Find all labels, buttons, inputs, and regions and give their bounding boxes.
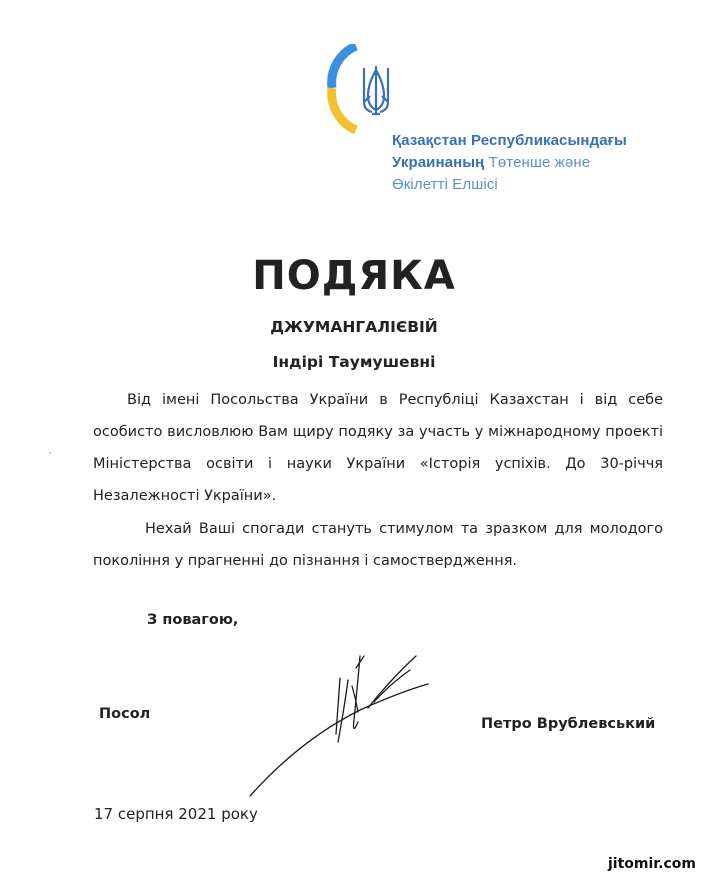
- embassy-name-line2: Украинаның Төтенше және: [392, 154, 591, 171]
- handwritten-signature: [240, 650, 430, 800]
- embassy-name-line1: Қазақстан Республикасындағы: [392, 132, 627, 149]
- recipient-surname: ДЖУМАНГАЛІЄВІЙ: [270, 318, 438, 336]
- site-watermark: jitomir.com: [607, 856, 696, 872]
- document-title: ПОДЯКА: [252, 253, 456, 299]
- scan-speck: [49, 452, 51, 454]
- closing-regards: З повагою,: [147, 612, 239, 628]
- gratitude-paragraph: Від імені Посольства України в Республіці Казахстан і від себе особисто висловлюю Вам щиру подяку за участь у міжнародному проекті Міністерства освіти і науки України «Історія успіхів. До 30-річчя Незалежності України».: [93, 392, 663, 504]
- emblem-blue-arc: [332, 46, 356, 88]
- recipient-name: Індірі Таумушевні: [272, 353, 436, 371]
- emblem-yellow-arc: [332, 88, 356, 130]
- signer-name: Петро Врублевський: [481, 716, 656, 732]
- ukraine-embassy-emblem: [326, 44, 416, 134]
- wishes-paragraph: Нехай Ваші спогади стануть стимулом та зразком для молодого покоління у прагненні до пізнання і самоствердження.: [93, 521, 663, 569]
- document-date: 17 серпня 2021 року: [94, 805, 258, 823]
- embassy-name-line3: Өкілетті Елшісі: [392, 176, 498, 193]
- trident-icon: [364, 66, 388, 114]
- signer-position: Посол: [99, 706, 151, 722]
